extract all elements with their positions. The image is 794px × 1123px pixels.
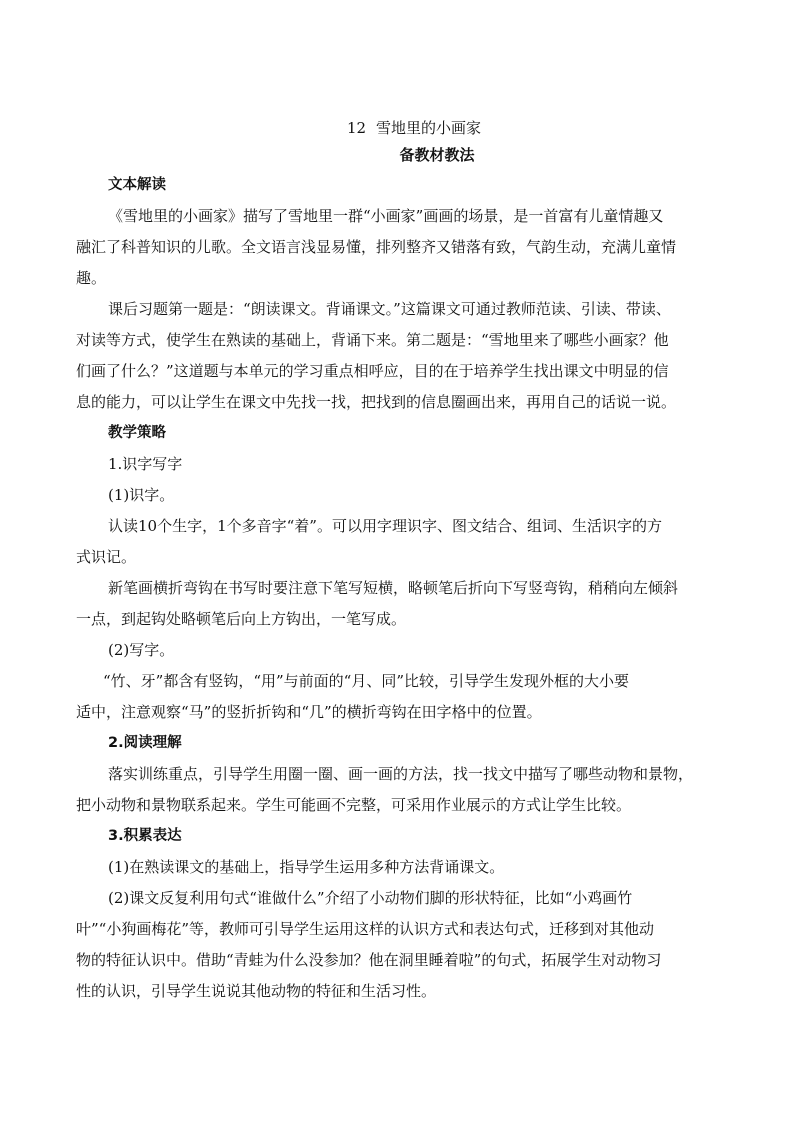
item-heading-expression: 3.积累表达 (108, 828, 182, 844)
heading-text-reading: 文本解读 (108, 177, 166, 193)
paragraph-recognition (76, 511, 730, 573)
lesson-number: 12 (346, 119, 367, 137)
paragraph-exercises (76, 294, 730, 418)
sub-item-recognition: (1)识字。 (108, 486, 175, 504)
sub-item-writing: (2)写字。 (108, 641, 175, 659)
item-heading-literacy: 1.识字写字 (108, 455, 183, 473)
paragraph-line: 式识记。 (76, 548, 137, 566)
paragraph-line: 息的能力，可以让学生在课文中先找一找，把找到的信息圈画出来，再用自己的话说一说。 (76, 393, 677, 411)
paragraph-reading (76, 759, 730, 821)
paragraph-line: 一点，到起钩处略顿笔后向上方钩出，一笔写成。 (76, 610, 407, 628)
section-subtitle: 备教材教法 (399, 146, 475, 164)
paragraph-line: 物的特征认识中。借助“青蛙为什么没参加？他在洞里睡着啦”的句式，拓展学生对动物习 (76, 951, 662, 969)
paragraph-line: “竹、牙”都含有竖钩，“用”与前面的“月、同”比较，引导学生发现外框的大小要 (103, 672, 630, 690)
paragraph-line: 把小动物和景物联系起来。学生可能画不完整，可采用作业展示的方式让学生比较。 (76, 796, 632, 814)
item-heading-reading: 2.阅读理解 (108, 735, 182, 751)
paragraph-line: 们画了什么？”这道题与本单元的学习重点相呼应，目的在于培养学生找出课文中明显的信 (76, 362, 669, 380)
sub-item-recite: (1)在熟读课文的基础上，指导学生运用多种方法背诵课文。 (108, 858, 505, 876)
heading-teaching-strategy: 教学策略 (108, 425, 166, 441)
paragraph-text-intro (76, 201, 730, 294)
paragraph-new-stroke (76, 573, 730, 635)
paragraph-line: 落实训练重点，引导学生用圈一圈、画一画的方法，找一找文中描写了哪些动物和景物， (108, 765, 694, 783)
paragraph-line: 适中，注意观察“马”的竖折折钩和“几”的横折弯钩在田字格中的位置。 (76, 703, 542, 721)
paragraph-line: 融汇了科普知识的儿歌。全文语言浅显易懂，排列整齐又错落有致，气韵生动，充满儿童情 (76, 238, 677, 256)
paragraph-line: 《雪地里的小画家》描写了雪地里一群“小画家”画画的场景，是一首富有儿童情趣又 (108, 207, 664, 225)
paragraph-line: 认读10个生字，1个多音字“着”。可以用字理识字、图文结合、组词、生活识字的方 (108, 517, 662, 535)
lesson-title-text: 雪地里的小画家 (376, 119, 482, 137)
paragraph-line: 趣。 (76, 269, 107, 287)
paragraph-writing (76, 666, 730, 728)
lesson-title (98, 116, 730, 140)
paragraph-line: 新笔画横折弯钩在书写时要注意下笔写短横，略顿笔后折向下写竖弯钩，稍稍向左倾斜 (108, 579, 679, 597)
paragraph-line: 性的认识，引导学生说说其他动物的特征和生活习性。 (76, 982, 437, 1000)
paragraph-line: (2)课文反复利用句式“谁做什么”介绍了小动物们脚的形状特征，比如“小鸡画竹 (108, 889, 633, 907)
paragraph-sentence-pattern (76, 883, 730, 1007)
paragraph-line: 对读等方式，使学生在熟读的基础上，背诵下来。第二题是：“雪地里来了哪些小画家？他 (76, 331, 669, 349)
paragraph-line: 课后习题第一题是：“朗读课文。背诵课文。”这篇课文可通过教师范读、引读、带读、 (108, 300, 671, 318)
document-page (76, 116, 730, 1007)
paragraph-line: 叶”“小狗画梅花”等，教师可引导学生运用这样的认识方式和表达句式，迁移到对其他动 (76, 920, 655, 938)
